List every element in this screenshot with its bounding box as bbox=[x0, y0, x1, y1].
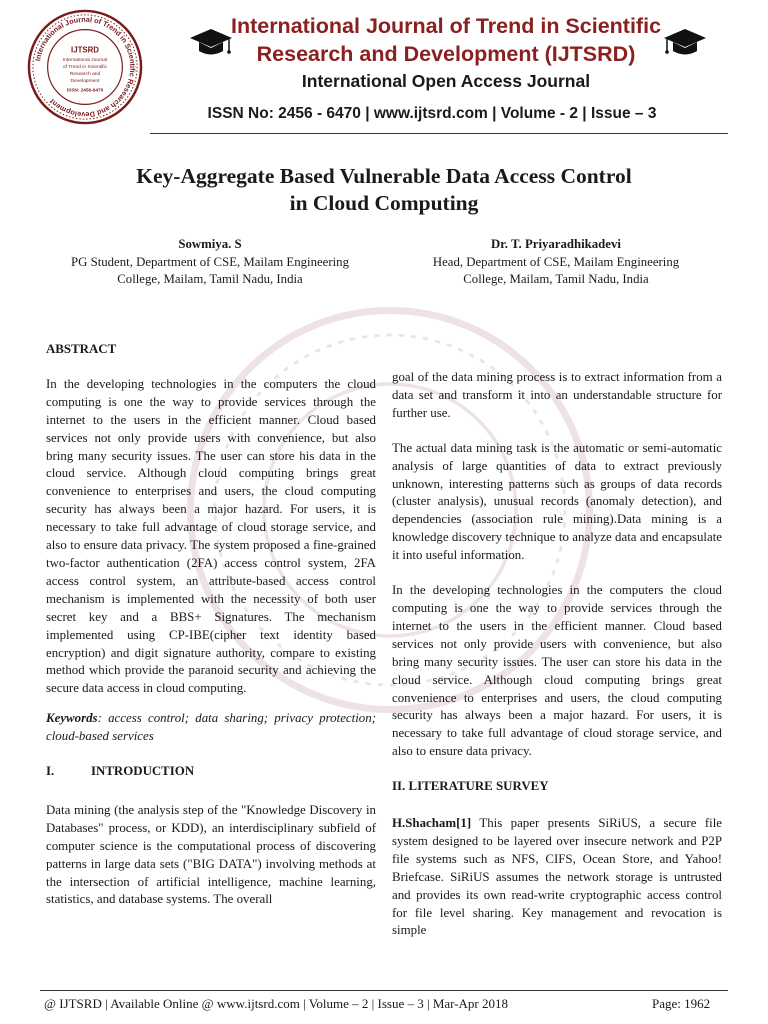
paper-title-line-1: Key-Aggregate Based Vulnerable Data Access Control bbox=[136, 164, 632, 188]
footer-info: @ IJTSRD | Available Online @ www.ijtsrd.com | Volume – 2 | Issue – 3 | Mar-Apr 2018 bbox=[44, 996, 509, 1011]
introduction-heading bbox=[46, 763, 376, 781]
right-column bbox=[392, 369, 722, 951]
page-number: Page: 1962 bbox=[652, 996, 711, 1011]
keywords-label: Keywords bbox=[46, 711, 98, 726]
citation-lead: H.Shacham[1] bbox=[392, 816, 472, 831]
citation-text: This paper presents SiRiUS, a secure file system designed to be layered over insecure network and P2P file systems such as NFS, CIFS, Ocean Store, and Yahoo! Briefcase. SiRiUS assumes the network storage is untrusted and provides its own read-write cryptographic access control for file level sharing. Key management and revocation is simple bbox=[392, 816, 722, 938]
seal-line: Development bbox=[70, 78, 100, 84]
keywords-text: : access control; data sharing; privacy protection; cloud-based services bbox=[46, 711, 376, 744]
author-affiliation: College, Mailam, Tamil Nadu, India bbox=[463, 272, 649, 286]
abstract-heading: ABSTRACT bbox=[46, 342, 117, 356]
header-divider bbox=[150, 133, 728, 134]
issn-volume-line: ISSN No: 2456 - 6470 | www.ijtsrd.com | Volume - 2 | Issue – 3 bbox=[207, 105, 657, 122]
author-name: Dr. T. Priyaradhikadevi bbox=[491, 237, 621, 251]
seal-line: International Journal bbox=[62, 58, 108, 64]
keywords bbox=[46, 710, 376, 746]
author-name: Sowmiya. S bbox=[178, 237, 242, 251]
paragraph: The actual data mining task is the automatic or semi-automatic analysis of large quantities of data to extract previously unknown, interesting patterns such as groups of data records (cluster analysis), unusual records (anomaly detection), and dependencies (association rule mining).Data mining is a knowledge discovery technique to analyze data and encapsulate it into useful information. bbox=[392, 440, 722, 563]
section-title: INTRODUCTION bbox=[91, 764, 195, 779]
journal-name-line-2: Research and Development (IJTSRD) bbox=[256, 42, 636, 66]
author-block bbox=[386, 236, 726, 289]
seal-acronym: IJTSRD bbox=[71, 45, 99, 55]
seal-line: of Trend in Scientific bbox=[62, 64, 108, 70]
left-column bbox=[46, 341, 376, 920]
literature-survey-heading: II. LITERATURE SURVEY bbox=[392, 779, 549, 794]
author-affiliation: College, Mailam, Tamil Nadu, India bbox=[117, 272, 303, 286]
seal-issn: ISSN: 2456-6470 bbox=[66, 88, 104, 94]
ijtsrd-seal-logo bbox=[26, 8, 144, 126]
paragraph: In the developing technologies in the computers the cloud computing is one the way to provide services through the internet to the users in the efficient manner. Cloud based services not only provide users with convenience, but also bring many security issues. The user can store his data in the cloud service. Although cloud computing brings great convenience to enterprises and users, the cloud computing security has always been a major hazard. For users, it is necessary to take full advantage of cloud storage service, and also to ensure data privacy. bbox=[392, 583, 722, 759]
introduction-text: Data mining (the analysis step of the "Knowledge Discovery in Databases" process, or KDD), an interdisciplinary subfield of computer science is the computational process of discovering patterns in large data sets ("BIG DATA") involving methods at the intersection of artificial intelligence, machine learning, statistics, and database systems. The overall bbox=[46, 802, 376, 907]
paper-title bbox=[40, 163, 728, 217]
abstract-text: In the developing technologies in the computers the cloud computing is one the way to provide services through the internet to the users in the efficient manner. Cloud based services not only provide users with convenience, but also bring many security issues. The user can store his data in the cloud service. Although cloud computing brings great convenience to enterprises and users, the cloud computing security has always been a major hazard. For users, it is necessary to take full advantage of cloud storage service, and also to ensure data privacy. The system proposed a fine-grained two-factor authentication (2FA) access control system, 2FA access control system, an attribute-based access control mechanism is implemented with the necessity of both user secret key and a BBS+ Signatures. The mechanism implemented using CP-IBE(cipher text identity based encryption) and digit signature authority, compare to existing method which provide the paranoid security and achieving the secure data access in cloud computing. bbox=[46, 376, 376, 696]
seal-line: Research and bbox=[69, 71, 101, 77]
literature-survey-text bbox=[392, 815, 722, 940]
footer-divider bbox=[40, 990, 728, 991]
journal-subtitle: International Open Access Journal bbox=[301, 71, 591, 91]
author-affiliation: Head, Department of CSE, Mailam Engineering bbox=[432, 254, 680, 269]
section-number: I. bbox=[46, 764, 55, 779]
author-block bbox=[40, 236, 380, 289]
paper-title-line-2: in Cloud Computing bbox=[289, 191, 479, 215]
paragraph: goal of the data mining process is to extract information from a data set and transform it into an understandable structure for further use. bbox=[392, 370, 722, 420]
journal-name-line-1: International Journal of Trend in Scientific bbox=[230, 14, 662, 38]
author-affiliation: PG Student, Department of CSE, Mailam Engineering bbox=[71, 254, 349, 269]
journal-name bbox=[196, 12, 696, 68]
seal-ring-text: International Journal of Trend in Scientific Research and Development bbox=[33, 14, 138, 120]
